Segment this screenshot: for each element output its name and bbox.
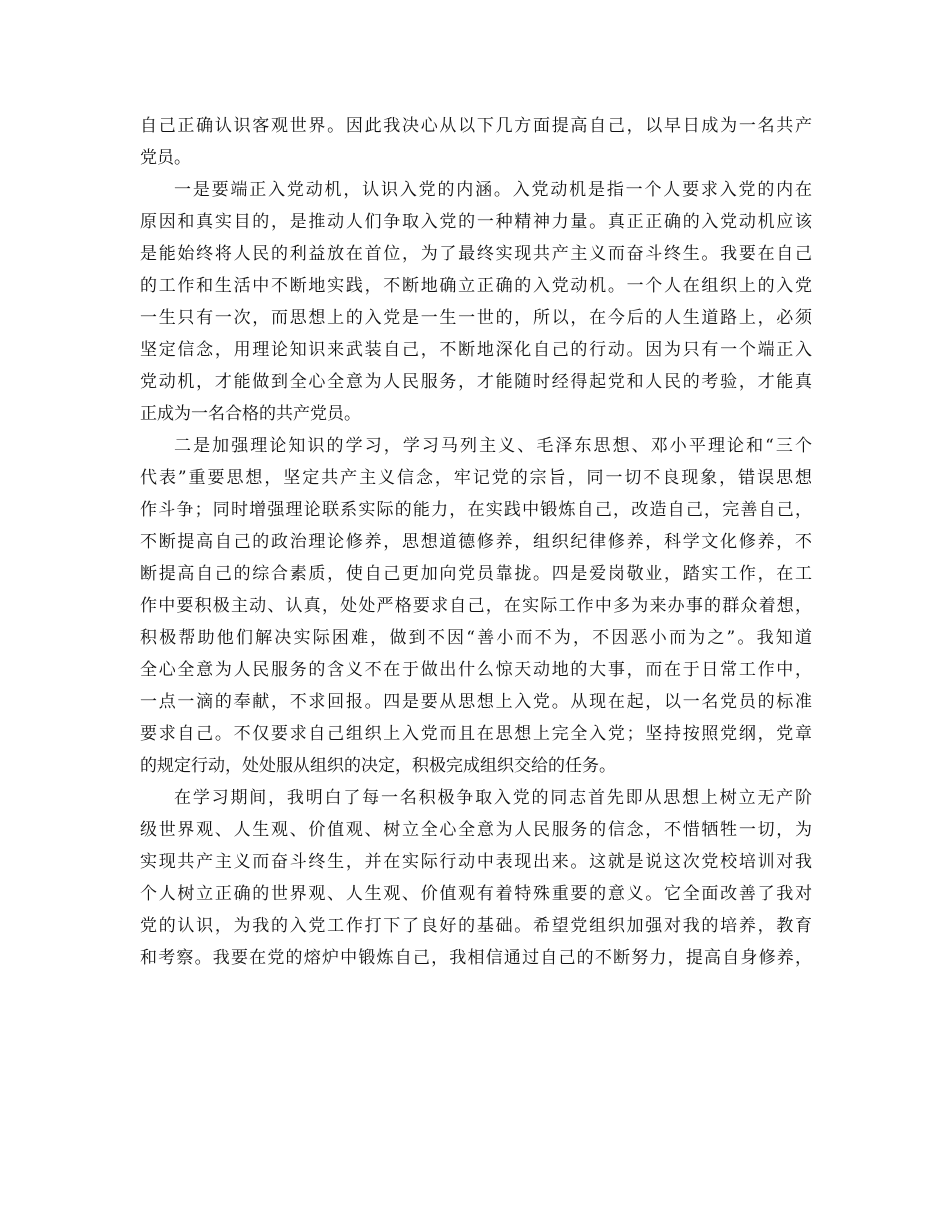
- text-line: 作斗争；同时增强理论联系实际的能力，在实践中锻炼自己，改造自己，完善自己，: [140, 500, 812, 520]
- text-line: 个人树立正确的世界观、人生观、价值观有着特殊重要的意义。它全面改善了我对: [140, 884, 812, 904]
- paragraph: [140, 174, 812, 430]
- text-line: 要求自己。不仅要求自己组织上入党而且在思想上完全入党；坚持按照党纲，党章: [140, 724, 812, 744]
- text-line: 党员。: [140, 148, 191, 168]
- text-line: 断提高自己的综合素质，使自己更加向党员靠拢。四是爱岗敬业，踏实工作，在工: [140, 564, 812, 584]
- text-line: 不断提高自己的政治理论修养，思想道德修养，组织纪律修养，科学文化修养，不: [140, 532, 812, 552]
- text-line: 的工作和生活中不断地实践，不断地确立正确的入党动机。一个人在组织上的入党: [140, 276, 812, 296]
- text-line: 二是加强理论知识的学习，学习马列主义、毛泽东思想、邓小平理论和“三个: [174, 436, 812, 456]
- text-line: 积极帮助他们解决实际困难，做到不因“善小而不为，不因恶小而为之”。我知道: [140, 628, 812, 648]
- text-line: 和考察。我要在党的熔炉中锻炼自己，我相信通过自己的不断努力，提高自身修养，: [140, 948, 812, 968]
- text-line: 正成为一名合格的共产党员。: [140, 404, 361, 424]
- text-line: 自己正确认识客观世界。因此我决心从以下几方面提高自己，以早日成为一名共产: [140, 116, 812, 136]
- text-line: 党动机，才能做到全心全意为人民服务，才能随时经得起党和人民的考验，才能真: [140, 372, 812, 392]
- paragraph: [140, 110, 812, 174]
- text-line: 作中要积极主动、认真，处处严格要求自己，在实际工作中多为来办事的群众着想，: [140, 596, 812, 616]
- text-line: 代表”重要思想，坚定共产主义信念，牢记党的宗旨，同一切不良现象，错误思想: [140, 468, 812, 488]
- text-line: 在学习期间，我明白了每一名积极争取入党的同志首先即从思想上树立无产阶: [174, 788, 812, 808]
- text-line: 党的认识，为我的入党工作打下了良好的基础。希望党组织加强对我的培养，教育: [140, 916, 812, 936]
- paragraph: [140, 430, 812, 782]
- text-line: 实现共产主义而奋斗终生，并在实际行动中表现出来。这就是说这次党校培训对我: [140, 852, 812, 872]
- text-line: 一点一滴的奉献，不求回报。四是要从思想上入党。从现在起，以一名党员的标准: [140, 692, 812, 712]
- text-line: 一是要端正入党动机，认识入党的内涵。入党动机是指一个人要求入党的内在: [174, 180, 812, 200]
- text-line: 级世界观、人生观、价值观、树立全心全意为人民服务的信念，不惜牺牲一切，为: [140, 820, 812, 840]
- text-line: 全心全意为人民服务的含义不在于做出什么惊天动地的大事，而在于日常工作中，: [140, 660, 812, 680]
- paragraph: [140, 782, 812, 974]
- text-line: 原因和真实目的，是推动人们争取入党的一种精神力量。真正正确的入党动机应该: [140, 212, 812, 232]
- document-body: [140, 110, 812, 974]
- text-line: 坚定信念，用理论知识来武装自己，不断地深化自己的行动。因为只有一个端正入: [140, 340, 812, 360]
- text-line: 一生只有一次，而思想上的入党是一生一世的，所以，在今后的人生道路上，必须: [140, 308, 812, 328]
- text-line: 是能始终将人民的利益放在首位，为了最终实现共产主义而奋斗终生。我要在自己: [140, 244, 812, 264]
- text-line: 的规定行动，处处服从组织的决定，积极完成组织交给的任务。: [140, 756, 616, 776]
